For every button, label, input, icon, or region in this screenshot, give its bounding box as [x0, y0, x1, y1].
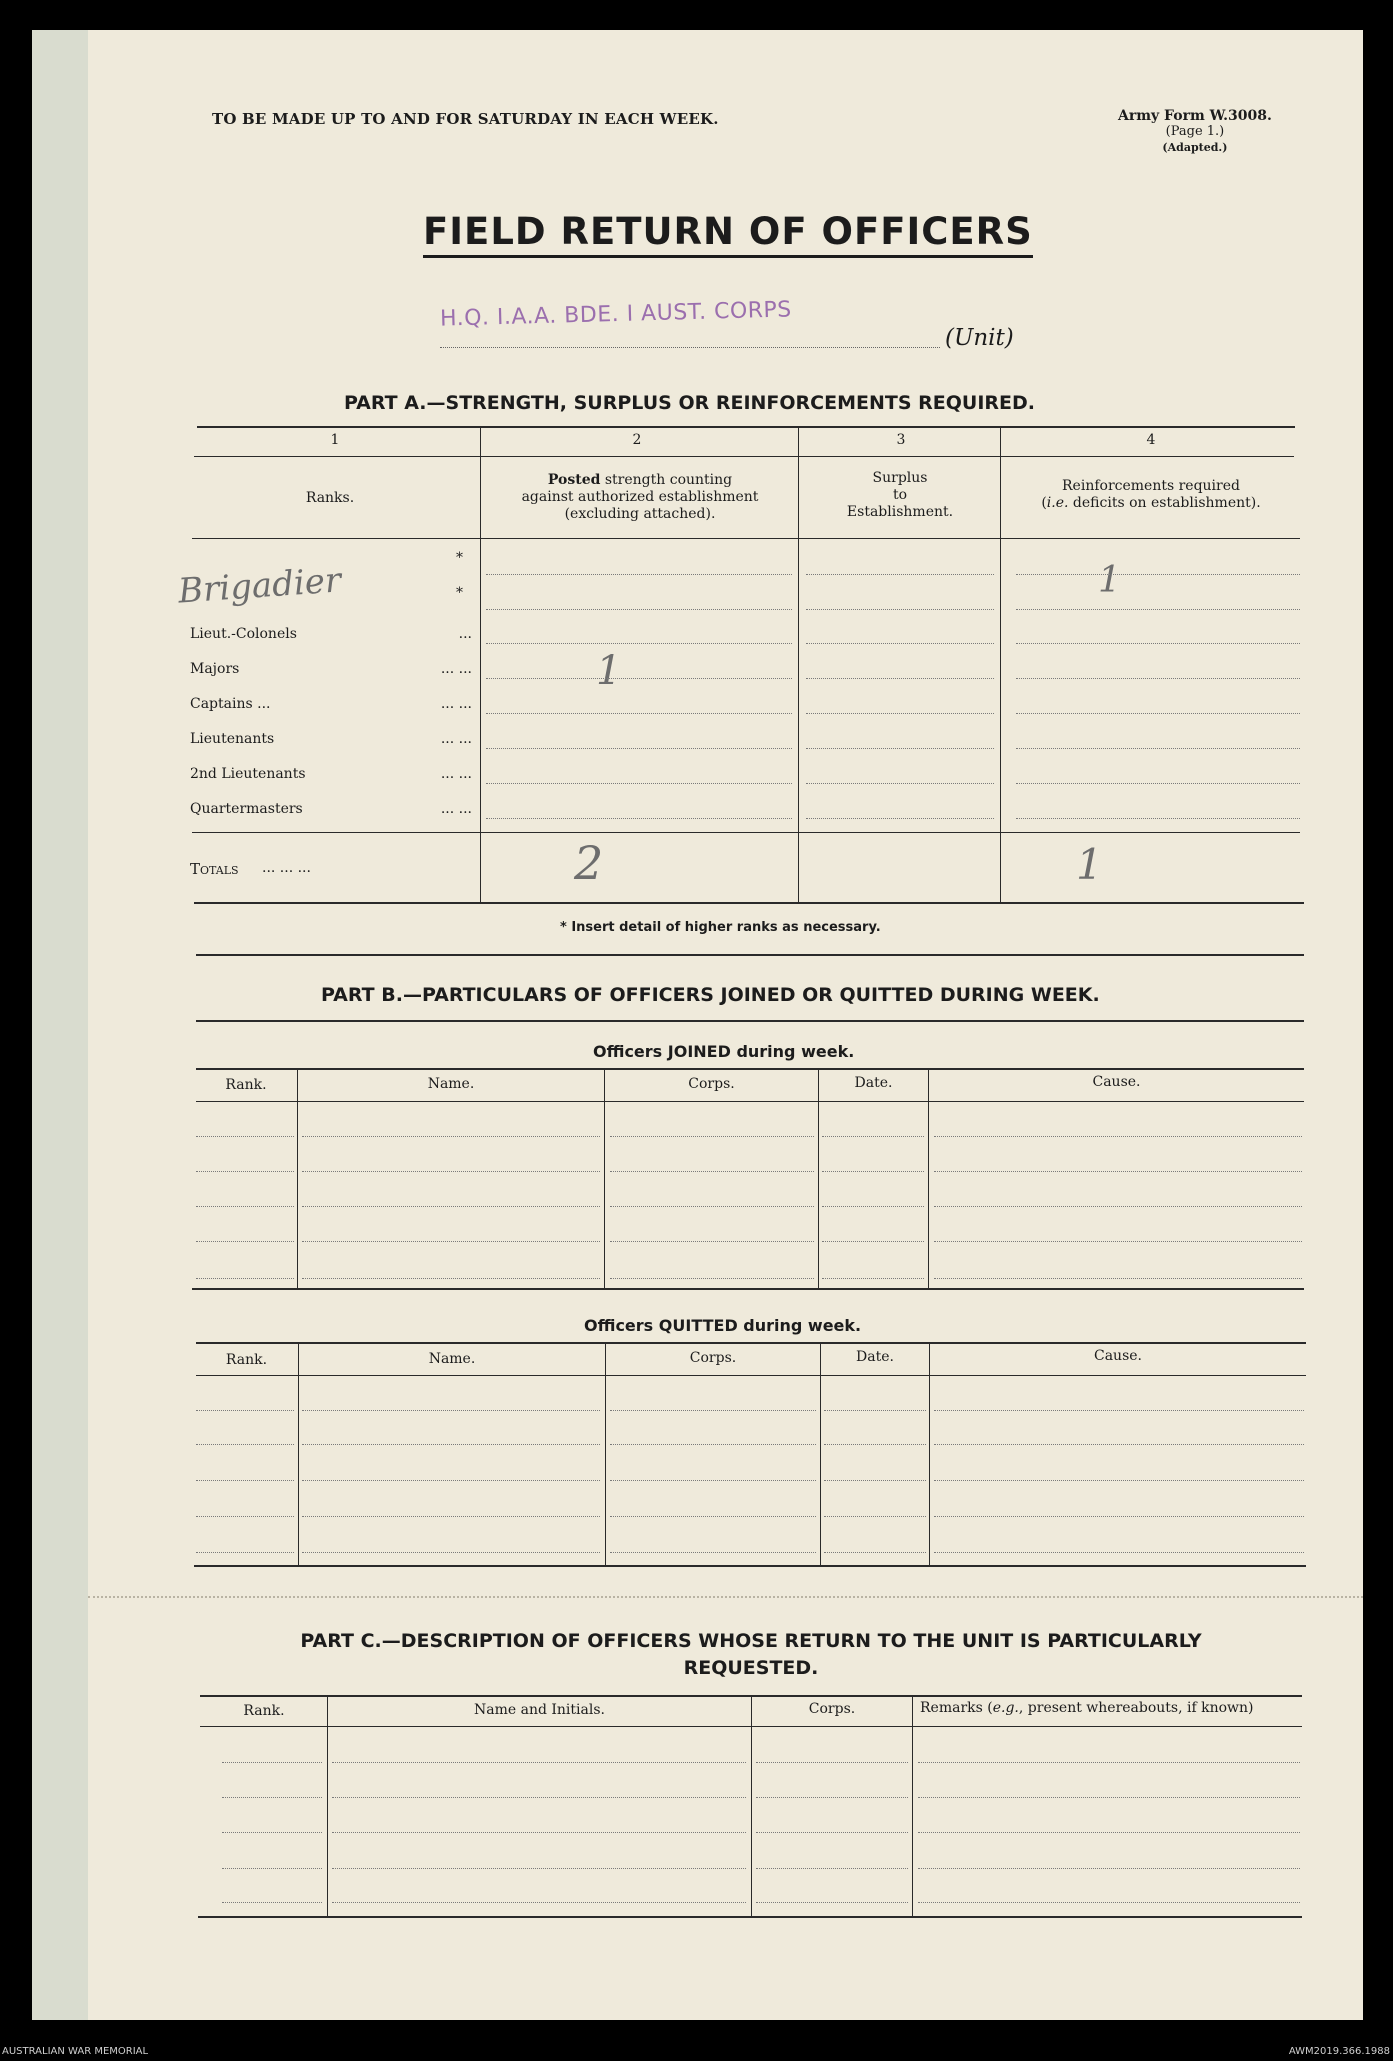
dotted-line	[302, 1516, 600, 1517]
dotted-line	[610, 1444, 816, 1445]
page-title: FIELD RETURN OF OFFICERS	[423, 210, 1033, 258]
form-number-text: Army Form W.3008.	[1118, 108, 1272, 124]
reinforcements-header-ie: i.e.	[1046, 495, 1069, 511]
rank-lieutenants: Lieutenants	[190, 731, 275, 747]
dotted-line	[610, 1278, 814, 1279]
dotted-line	[822, 1206, 924, 1207]
dotted-line	[486, 818, 792, 819]
dotted-line	[196, 1552, 294, 1553]
dotted-line	[934, 1278, 1302, 1279]
dotted-line	[806, 574, 994, 575]
surplus-header-1: Surplus	[872, 470, 928, 486]
col-number-3: 3	[896, 432, 906, 448]
form-sheet	[88, 30, 1363, 2020]
col-number-2: 2	[632, 432, 642, 448]
dotted-line	[824, 1410, 926, 1411]
dotted-line	[486, 748, 792, 749]
top-note: TO BE MADE UP TO AND FOR SATURDAY IN EACH WEEK.	[212, 110, 719, 128]
dotted-line	[610, 1136, 814, 1137]
handwritten-rank-brigadier: Brigadier	[176, 560, 343, 612]
quitted-col-cause: Cause.	[1094, 1348, 1142, 1364]
dotted-line	[332, 1762, 746, 1763]
dotted-line	[806, 783, 994, 784]
quitted-bottom-rule	[194, 1565, 1306, 1567]
dotted-line	[1016, 643, 1300, 644]
dotted-line	[918, 1762, 1300, 1763]
part-a-col-divider-3	[1000, 428, 1001, 903]
reinforcements-header-2: deficits on establishment).	[1068, 495, 1261, 511]
dotted-line	[934, 1516, 1304, 1517]
dotted-line	[610, 1480, 816, 1481]
dotted-line	[918, 1832, 1300, 1833]
dotted-line	[756, 1902, 908, 1903]
star-row-1: *	[456, 550, 463, 566]
part-a-footnote: * Insert detail of higher ranks as necessary.	[560, 920, 881, 935]
joined-header-rule	[196, 1101, 1304, 1102]
posted-header	[484, 472, 796, 523]
totals-dots: ... ... ...	[262, 860, 311, 876]
part-a-bottom-rule	[194, 902, 1304, 904]
part-c-divider-1	[327, 1697, 328, 1916]
dotted-line	[918, 1902, 1300, 1903]
quitted-divider-2	[605, 1344, 606, 1565]
ranks-header: Ranks.	[305, 490, 355, 506]
part-c-divider-2	[751, 1697, 752, 1916]
dotted-line	[806, 713, 994, 714]
dotted-line	[806, 818, 994, 819]
joined-col-name: Name.	[427, 1076, 475, 1092]
dotted-line	[1016, 818, 1300, 819]
remarks-eg: e.g.	[992, 1700, 1019, 1716]
dotted-line	[332, 1797, 746, 1798]
dotted-line	[610, 1241, 814, 1242]
dotted-line	[822, 1241, 924, 1242]
rank-captains: Captains ...	[190, 696, 271, 712]
dotted-line	[824, 1552, 926, 1553]
rank-dots-5: ... ...	[440, 766, 472, 782]
form-adapted: (Adapted.)	[1162, 141, 1228, 154]
part-a-footnote-rule	[196, 954, 1304, 956]
part-c-heading	[246, 1628, 1256, 1682]
reinforcements-header-1: Reinforcements required	[1062, 478, 1240, 494]
quitted-header-rule	[196, 1375, 1306, 1376]
part-a-heading: PART A.—STRENGTH, SURPLUS OR REINFORCEMENTS REQUIRED.	[344, 392, 1036, 414]
dotted-line	[824, 1480, 926, 1481]
dotted-line	[302, 1206, 600, 1207]
dotted-line	[302, 1552, 600, 1553]
dotted-line	[196, 1171, 294, 1172]
dotted-line	[822, 1171, 924, 1172]
dotted-line	[222, 1902, 322, 1903]
majors-posted-value: 1	[596, 648, 622, 694]
dotted-line	[610, 1552, 816, 1553]
remarks-a: Remarks (	[920, 1700, 993, 1716]
dotted-line	[918, 1797, 1300, 1798]
part-b-top-rule	[196, 1020, 1304, 1022]
part-c-col-rank: Rank.	[243, 1703, 285, 1719]
totals-reinforcements-value: 1	[1076, 840, 1103, 889]
dotted-line	[756, 1832, 908, 1833]
quitted-col-date: Date.	[856, 1349, 894, 1365]
joined-divider-4	[928, 1070, 929, 1288]
dotted-line	[806, 678, 994, 679]
dotted-line	[302, 1241, 600, 1242]
dotted-line	[1016, 748, 1300, 749]
footer-accession: AWM2019.366.1988	[1288, 2046, 1390, 2057]
dotted-line	[756, 1762, 908, 1763]
quitted-divider-3	[820, 1344, 821, 1565]
surplus-header	[800, 470, 1000, 521]
joined-col-cause: Cause.	[1092, 1074, 1141, 1090]
surplus-header-2: to	[892, 487, 908, 503]
part-a-col-divider-2	[798, 428, 799, 903]
dotted-line	[196, 1278, 294, 1279]
part-c-col-remarks	[920, 1700, 1254, 1716]
part-c-col-corps: Corps.	[808, 1701, 856, 1717]
dotted-line	[196, 1444, 294, 1445]
quitted-divider-1	[298, 1344, 299, 1565]
col-number-1: 1	[330, 432, 340, 448]
dotted-line	[806, 748, 994, 749]
dotted-line	[806, 643, 994, 644]
dotted-line	[196, 1206, 294, 1207]
dotted-line	[756, 1868, 908, 1869]
rank-dots-1: ...	[458, 626, 472, 642]
dotted-line	[486, 609, 792, 610]
dotted-line	[756, 1797, 908, 1798]
dotted-line	[222, 1762, 322, 1763]
dotted-line	[332, 1902, 746, 1903]
star-row-2: *	[456, 585, 463, 601]
joined-title: Officers JOINED during week.	[593, 1042, 855, 1061]
rank-dots-3: ... ...	[440, 696, 472, 712]
dotted-line	[934, 1206, 1302, 1207]
totals-label: Totals	[190, 860, 239, 878]
dotted-line	[486, 713, 792, 714]
dotted-line	[806, 609, 994, 610]
posted-header-bold: Posted	[547, 472, 601, 488]
dotted-line	[1016, 783, 1300, 784]
rank-lieut-colonels: Lieut.-Colonels	[190, 626, 297, 642]
unit-label: (Unit)	[945, 325, 1014, 351]
dotted-line	[302, 1480, 600, 1481]
dotted-line	[610, 1171, 814, 1172]
form-page: (Page 1.)	[1165, 124, 1225, 139]
part-a-header-rule	[192, 538, 1300, 539]
dotted-line	[934, 1171, 1302, 1172]
posted-header-rest: strength counting	[600, 472, 733, 488]
dotted-line	[302, 1136, 600, 1137]
dotted-line	[1016, 713, 1300, 714]
dotted-line	[222, 1797, 322, 1798]
quitted-col-corps: Corps.	[689, 1350, 737, 1366]
dotted-line	[196, 1241, 294, 1242]
dotted-line	[196, 1136, 294, 1137]
part-c-divider-3	[912, 1697, 913, 1916]
dotted-line	[934, 1480, 1304, 1481]
part-c-bottom-rule	[198, 1916, 1302, 1918]
col-number-4: 4	[1146, 432, 1156, 448]
remarks-b: , present whereabouts, if known)	[1018, 1700, 1254, 1716]
dotted-line	[302, 1171, 600, 1172]
rank-majors: Majors	[190, 661, 240, 677]
part-a-numbers-rule	[194, 456, 1294, 457]
dotted-line	[222, 1832, 322, 1833]
quitted-top-rule	[196, 1342, 1306, 1344]
perforation-line	[88, 1596, 1363, 1598]
part-c-heading-line1: PART C.—DESCRIPTION OF OFFICERS WHOSE RETURN TO THE UNIT IS PARTICULARLY	[300, 1630, 1202, 1652]
quitted-col-rank: Rank.	[225, 1352, 268, 1368]
dotted-line	[196, 1516, 294, 1517]
dotted-line	[332, 1832, 746, 1833]
part-a-col-divider-1	[480, 428, 481, 903]
dotted-line	[822, 1278, 924, 1279]
dotted-line	[934, 1136, 1302, 1137]
joined-divider-3	[818, 1070, 819, 1288]
joined-divider-1	[297, 1070, 298, 1288]
dotted-line	[1016, 574, 1300, 575]
part-c-col-name: Name and Initials.	[474, 1702, 605, 1718]
rank-dots-6: ... ...	[440, 801, 472, 817]
reinforcements-header: Reinforcements required (i.e. deficits on establishment).	[1002, 478, 1300, 512]
quitted-title: Officers QUITTED during week.	[584, 1316, 862, 1335]
dotted-line	[302, 1410, 600, 1411]
totals-posted-value: 2	[574, 836, 604, 890]
quitted-divider-4	[929, 1344, 930, 1565]
dotted-line	[822, 1136, 924, 1137]
dotted-line	[610, 1516, 816, 1517]
part-c-heading-line2: REQUESTED.	[683, 1657, 819, 1679]
dotted-line	[610, 1410, 816, 1411]
joined-col-date: Date.	[854, 1075, 893, 1091]
dotted-line	[332, 1868, 746, 1869]
dotted-line	[196, 1410, 294, 1411]
dotted-line	[302, 1278, 600, 1279]
dotted-line	[302, 1444, 600, 1445]
joined-divider-2	[604, 1070, 605, 1288]
rank-2nd-lieutenants: 2nd Lieutenants	[190, 766, 306, 782]
dotted-line	[486, 678, 792, 679]
joined-col-rank: Rank.	[225, 1077, 267, 1093]
dotted-line	[610, 1206, 814, 1207]
part-a-top-rule	[197, 426, 1295, 428]
surplus-header-3: Establishment.	[846, 504, 954, 520]
part-a-totals-rule	[192, 832, 1300, 833]
dotted-line	[934, 1410, 1304, 1411]
joined-top-rule	[196, 1068, 1304, 1070]
joined-bottom-rule	[192, 1288, 1304, 1290]
dotted-line	[934, 1444, 1304, 1445]
dotted-line	[1016, 678, 1300, 679]
rank-dots-2: ... ...	[440, 661, 472, 677]
dotted-line	[824, 1444, 926, 1445]
dotted-line	[486, 783, 792, 784]
part-b-heading: PART B.—PARTICULARS OF OFFICERS JOINED OR QUITTED DURING WEEK.	[321, 984, 1100, 1006]
posted-header-line3: (excluding attached).	[564, 506, 716, 522]
dotted-line	[222, 1868, 322, 1869]
dotted-line	[824, 1516, 926, 1517]
dotted-line	[486, 643, 792, 644]
joined-col-corps: Corps.	[688, 1076, 735, 1092]
dotted-line	[918, 1868, 1300, 1869]
unit-stamp: H.Q. I.A.A. BDE. I AUST. CORPS	[439, 297, 793, 332]
quitted-col-name: Name.	[428, 1351, 476, 1367]
footer-credit: AUSTRALIAN WAR MEMORIAL	[2, 2046, 149, 2057]
rank-dots-4: ... ...	[440, 731, 472, 747]
unit-line	[440, 347, 940, 348]
dotted-line	[196, 1480, 294, 1481]
dotted-line	[1016, 609, 1300, 610]
dotted-line	[934, 1241, 1302, 1242]
dotted-line	[486, 574, 792, 575]
brigadier-reinforcements-value: 1	[1098, 560, 1121, 601]
posted-header-line2: against authorized establishment	[521, 489, 759, 505]
form-number	[1118, 108, 1272, 156]
rank-quartermasters: Quartermasters	[190, 801, 303, 817]
dotted-line	[934, 1552, 1304, 1553]
